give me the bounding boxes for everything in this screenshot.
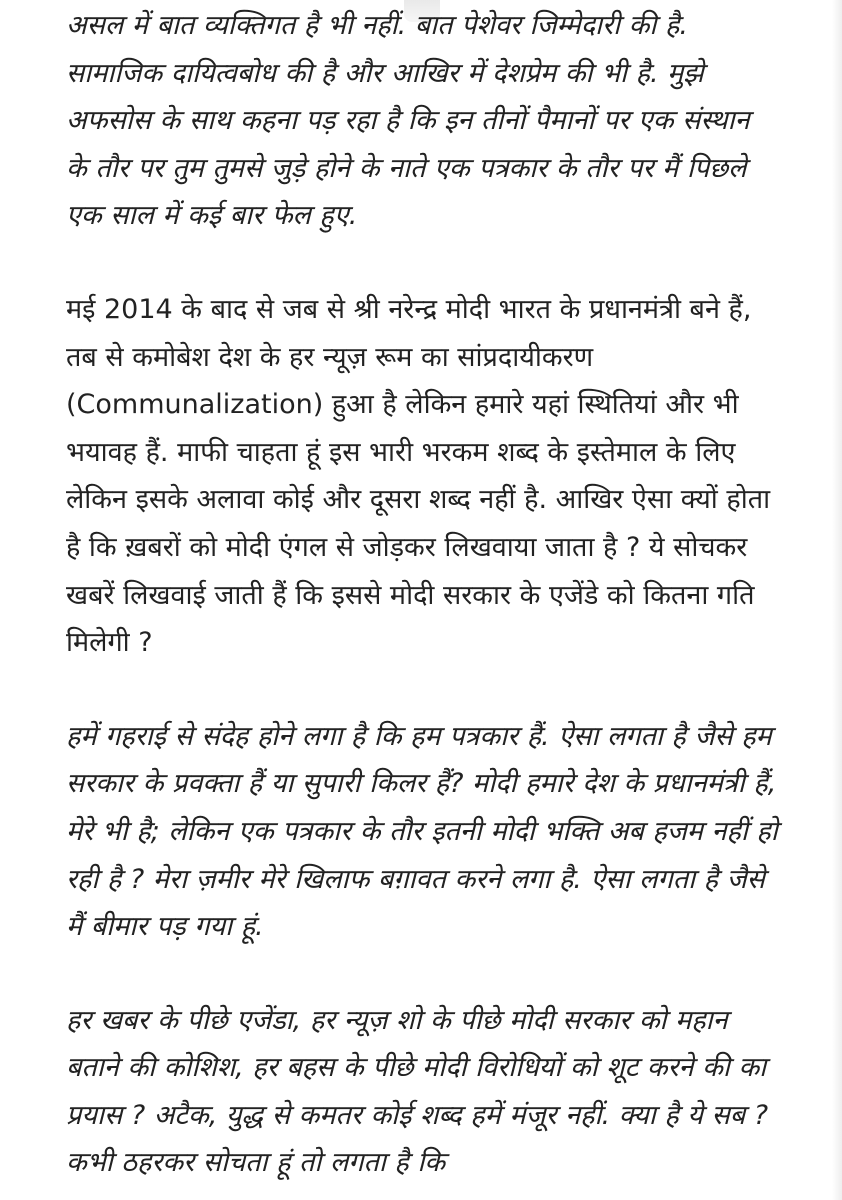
paragraph-4: हर खबर के पीछे एजेंडा, हर न्यूज़ शो के पीछे मोदी सरकार को महान बताने की कोशिश, हर बहस के पीछे मोदी विरोधियों को शूट करने की का प्रयास ? अटैक, युद्ध से कमतर कोई शब्द हमें मंजूर नहीं. क्या है ये सब ? कभी ठहरकर सोचता हूं तो लगता है कि [66,1004,769,1179]
page-edge [832,0,842,1200]
paragraph-gap [66,667,778,713]
paragraph-gap [66,240,778,286]
article-body [66,2,778,1187]
paragraph-1: असल में बात व्यक्तिगत है भी नहीं. बात पेशेवर जिम्मेदारी की है. सामाजिक दायित्वबोध की है और आखिर में देशप्रेम की भी है. मुझे अफसोस के साथ कहना पड़ रहा है कि इन तीनों पैमानों पर एक संस्थान के तौर पर तुम तुमसे जुड़े होने के नाते एक पत्रकार के तौर पर मैं पिछले एक साल में कई बार फेल हुए. [66,10,750,232]
paragraph-2: मई 2014 के बाद से जब से श्री नरेन्द्र मोदी भारत के प्रधानमंत्री बने हैं, तब से कमोबेश देश के हर न्यूज़ रूम का सांप्रदायीकरण (Communalization) हुआ है लेकिन हमारे यहां स्थितियां और भी भयावह हैं. माफी चाहता हूं इस भारी भरकम शब्द के इस्तेमाल के लिए लेकिन इसके अलावा कोई और दूसरा शब्द नहीं है. आखिर ऐसा क्यों होता है कि ख़बरों को मोदी एंगल से जोड़कर लिखवाया जाता है ? ये सोचकर खबरें लिखवाई जाती हैं कि इससे मोदी सरकार के एजेंडे को कितना गति मिलेगी ? [66,293,771,659]
paragraph-gap [66,951,778,997]
paragraph-3: हमें गहराई से संदेह होने लगा है कि हम पत्रकार हैं. ऐसा लगता है जैसे हम सरकार के प्रवक्ता हैं या सुपारी किलर हैं? मोदी हमारे देश के प्रधानमंत्री हैं, मेरे भी है; लेकिन एक पत्रकार के तौर इतनी मोदी भक्ति अब हजम नहीं हो रही है ? मेरा ज़मीर मेरे खिलाफ बग़ावत करने लगा है. ऐसा लगता है जैसे मैं बीमार पड़ गया हूं. [66,720,778,943]
